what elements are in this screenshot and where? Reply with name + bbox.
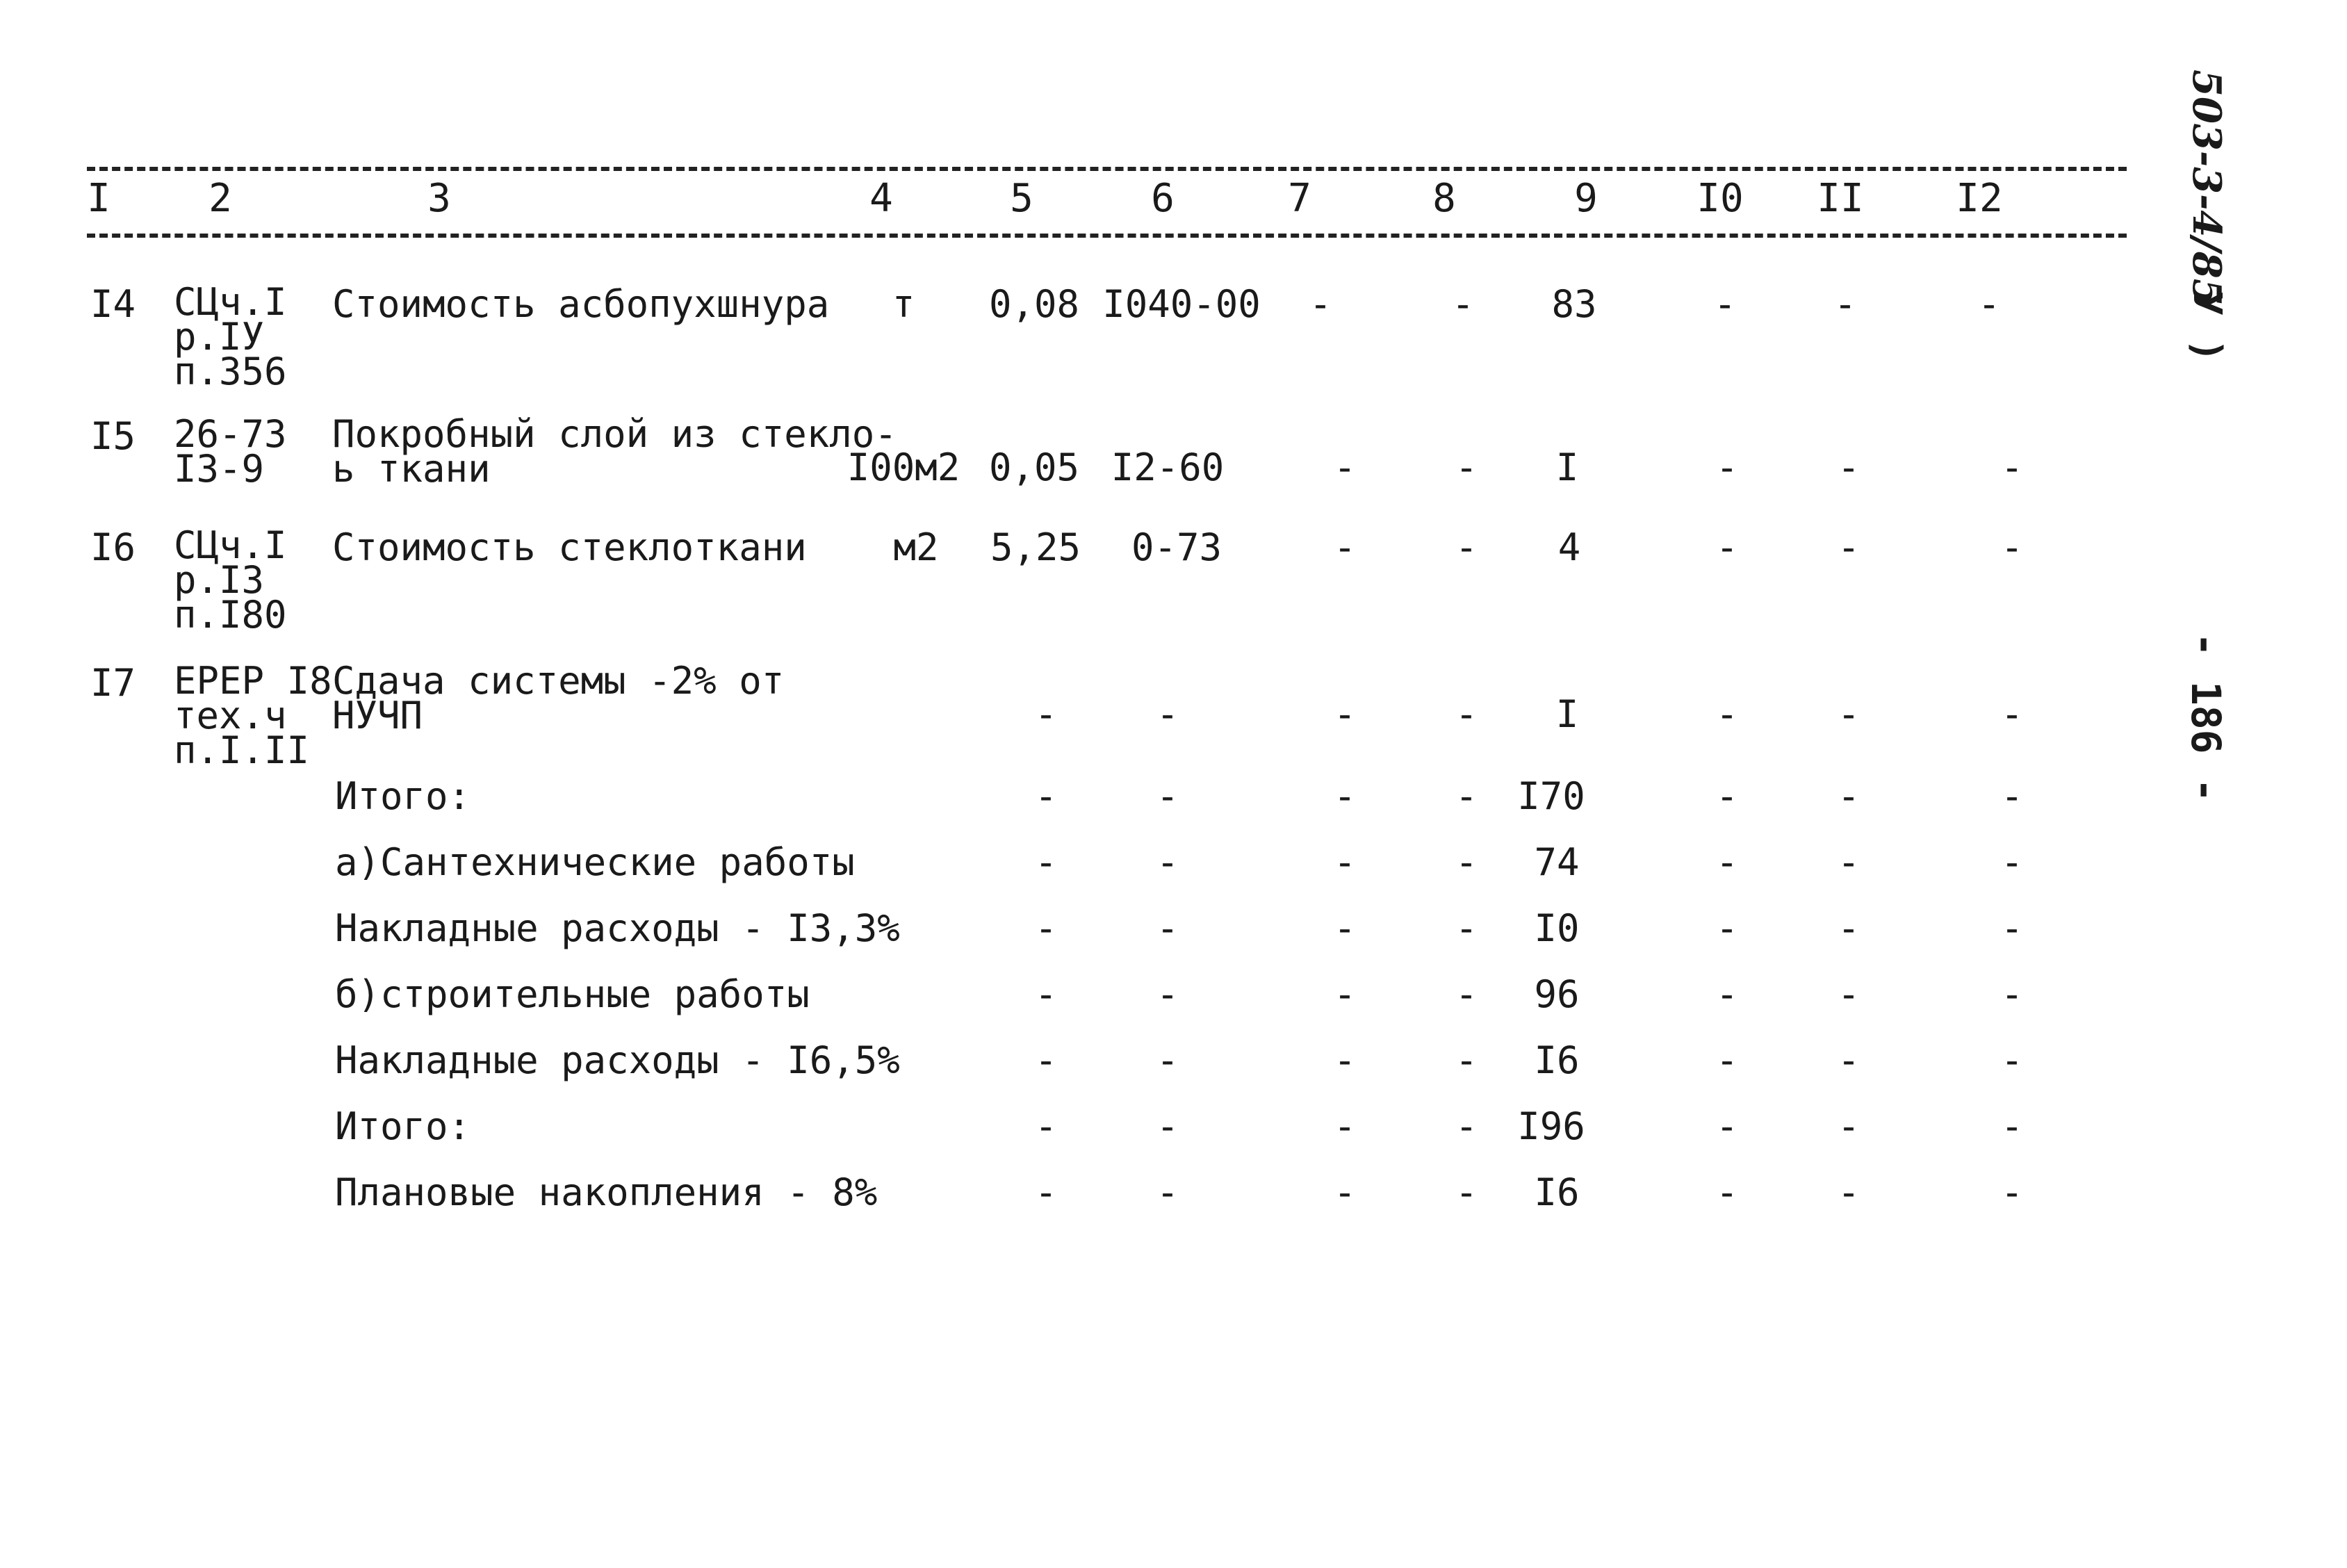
row-reference: 26-73 I3-9 [174,412,287,491]
row-col-11: - [1837,446,1861,489]
summary-col-5: - [1034,1170,1058,1214]
summary-col-12: - [2000,906,2024,950]
row-col-7: - [1309,282,1332,326]
summary-col-11: - [1837,840,1861,884]
summary-col-8: - [1455,972,1478,1016]
row-description: Стоимость стеклоткани [332,525,807,569]
header-col-8: 8 [1432,176,1456,221]
row-col-8: - [1455,692,1478,736]
summary-label: Итого: [335,1104,471,1148]
row-unit-price: I2-60 [1111,446,1225,489]
summary-col-10: - [1715,774,1739,818]
header-col-11: II [1817,176,1864,221]
summary-col-10: - [1715,1104,1739,1148]
header-col-1: I [87,176,111,221]
row-col-9: I [1555,446,1579,489]
summary-col-7: - [1333,1104,1357,1148]
summary-col-9: I0 [1534,906,1580,950]
row-col-7: - [1333,446,1357,489]
row-col-10: - [1715,446,1739,489]
summary-col-11: - [1837,1170,1861,1214]
summary-col-12: - [2000,774,2024,818]
summary-col-12: - [2000,1104,2024,1148]
header-col-7: 7 [1288,176,1311,221]
header-col-3: 3 [427,176,451,221]
row-quantity: 0,05 [988,446,1080,489]
row-col-7: - [1333,525,1357,569]
header-top-rule [87,167,2127,171]
header-col-5: 5 [1010,176,1033,221]
header-col-10: I0 [1696,176,1744,221]
summary-col-5: - [1034,1104,1058,1148]
summary-col-10: - [1715,840,1739,884]
summary-col-6: - [1156,972,1179,1016]
header-bottom-rule [87,234,2127,238]
row-unit-price: - [1156,692,1179,736]
summary-col-9: 74 [1534,840,1580,884]
row-unit: т [892,282,915,326]
row-unit-price: 0-73 [1131,525,1222,569]
row-col-12: - [2000,692,2024,736]
summary-col-11: - [1837,906,1861,950]
summary-col-7: - [1333,906,1357,950]
row-unit: I00м2 [847,446,960,489]
row-col-9: 83 [1551,282,1597,326]
summary-col-11: - [1837,1104,1861,1148]
row-col-8: - [1455,446,1478,489]
summary-col-10: - [1715,906,1739,950]
summary-col-7: - [1333,1038,1357,1082]
summary-col-5: - [1034,906,1058,950]
summary-label: Накладные расходы - I3,3% [335,906,900,950]
header-col-6: 6 [1151,176,1175,221]
header-col-12: I2 [1956,176,2003,221]
summary-col-10: - [1715,1170,1739,1214]
summary-col-6: - [1156,906,1179,950]
summary-col-8: - [1455,1038,1478,1082]
document-code-suffix: У ) [2184,292,2230,363]
summary-col-7: - [1333,972,1357,1016]
summary-col-9: I6 [1534,1170,1580,1214]
row-col-11: - [1837,692,1861,736]
row-reference: СЦч.I р.IУ п.356 [174,280,287,393]
summary-col-8: - [1455,1170,1478,1214]
summary-col-7: - [1333,840,1357,884]
row-col-8: - [1451,282,1475,326]
row-quantity: 0,08 [988,282,1080,326]
summary-col-10: - [1715,1038,1739,1082]
row-col-12: - [1977,282,2001,326]
row-number: I4 [90,282,136,326]
page-number: - 186 - [2182,632,2230,803]
row-col-11: - [1833,282,1857,326]
summary-col-12: - [2000,840,2024,884]
summary-col-12: - [2000,1170,2024,1214]
summary-col-12: - [2000,972,2024,1016]
header-col-2: 2 [208,176,232,221]
row-number: I5 [90,414,136,458]
row-col-12: - [2000,446,2024,489]
summary-label: Накладные расходы - I6,5% [335,1038,900,1082]
row-number: I6 [90,525,136,569]
row-unit: м2 [893,525,939,569]
row-quantity: 5,25 [990,525,1081,569]
row-number: I7 [90,661,136,705]
row-col-11: - [1837,525,1861,569]
row-col-10: - [1715,525,1739,569]
summary-col-5: - [1034,774,1058,818]
row-description: Сдача системы -2% от НУЧП [332,659,785,737]
row-description: Стоимость асбопухшнура [332,282,830,326]
summary-col-8: - [1455,774,1478,818]
summary-col-9: I96 [1517,1104,1585,1148]
summary-col-5: - [1034,840,1058,884]
summary-label: а)Сантехнические работы [335,840,855,884]
row-col-9: I [1555,692,1579,736]
summary-col-8: - [1455,906,1478,950]
summary-col-7: - [1333,1170,1357,1214]
row-col-12: - [2000,525,2024,569]
summary-col-6: - [1156,1170,1179,1214]
summary-col-6: - [1156,1104,1179,1148]
summary-col-11: - [1837,774,1861,818]
row-col-10: - [1715,692,1739,736]
summary-label: Итого: [335,774,471,818]
summary-col-8: - [1455,840,1478,884]
row-reference: ЕРЕР I8 тех.ч п.I.II [174,659,332,772]
summary-col-6: - [1156,774,1179,818]
row-quantity: - [1034,692,1058,736]
summary-col-5: - [1034,1038,1058,1082]
row-description: Покробный слой из стекло- ь ткани [332,412,897,491]
summary-col-10: - [1715,972,1739,1016]
summary-col-12: - [2000,1038,2024,1082]
row-col-9: 4 [1557,525,1581,569]
summary-col-11: - [1837,1038,1861,1082]
summary-col-6: - [1156,1038,1179,1082]
row-col-10: - [1713,282,1737,326]
summary-col-6: - [1156,840,1179,884]
summary-col-7: - [1333,774,1357,818]
row-col-7: - [1333,692,1357,736]
row-reference: СЦч.I р.I3 п.I80 [174,523,287,637]
document-code: 503-3-4/85 [2184,70,2230,306]
header-col-4: 4 [869,176,893,221]
row-col-8: - [1455,525,1478,569]
summary-col-11: - [1837,972,1861,1016]
summary-label: б)строительные работы [335,972,810,1016]
summary-col-9: I70 [1517,774,1585,818]
header-col-9: 9 [1574,176,1598,221]
summary-col-9: 96 [1534,972,1580,1016]
row-unit-price: I040-00 [1102,282,1261,326]
summary-label: Плановые накопления - 8% [335,1170,878,1214]
summary-col-9: I6 [1534,1038,1580,1082]
summary-col-8: - [1455,1104,1478,1148]
summary-col-5: - [1034,972,1058,1016]
